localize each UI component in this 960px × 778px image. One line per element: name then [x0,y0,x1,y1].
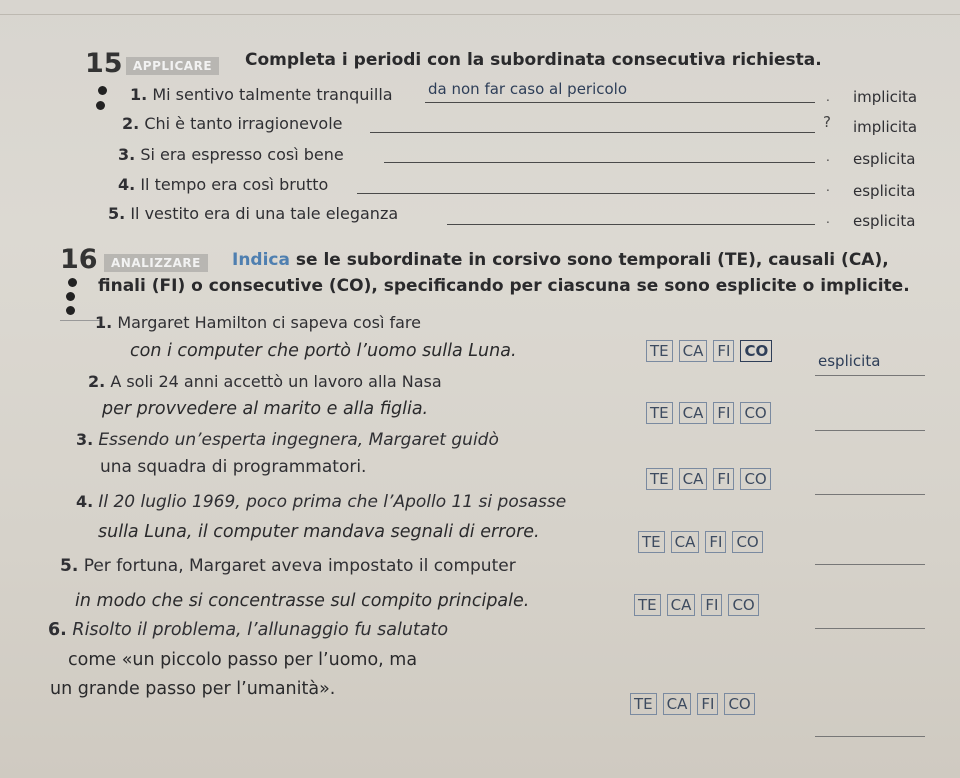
exercise-16-instruction: Indica se le subordinate in corsivo sono temporali (TE), causali (CA), [232,250,889,270]
ex16-answer-line-2[interactable] [815,430,925,431]
ex16-answer-line-3[interactable] [815,494,925,495]
decorative-rule [60,320,100,321]
difficulty-dot [66,292,75,301]
difficulty-dot [96,101,105,110]
exercise-16-number: 16 [60,244,98,275]
ex16-item-3-line1: 3. Essendo un’esperta ingegnera, Margaret guidò [76,430,499,450]
option-co[interactable]: CO [740,402,770,424]
ex15-item-2: 2. Chi è tanto irragionevole [122,114,343,133]
exercise-15-instruction: Completa i periodi con la subordinata consecutiva richiesta. [245,50,822,70]
option-fi[interactable]: FI [705,531,726,553]
ex15-type-2: implicita [853,118,918,136]
ex15-mark-4: . [826,180,830,194]
option-ca[interactable]: CA [667,594,696,616]
difficulty-dot [68,278,77,287]
ex16-options-5 [634,594,765,616]
ex16-options-2 [646,402,777,424]
option-te[interactable]: TE [634,594,661,616]
ex15-answer-line-5[interactable] [447,224,815,225]
ex15-type-3: esplicita [853,150,916,168]
ex16-item-4-line1: 4. Il 20 luglio 1969, poco prima che l’Apollo 11 si posasse [76,492,567,512]
option-te[interactable]: TE [646,340,673,362]
option-te[interactable]: TE [646,402,673,424]
option-fi[interactable]: FI [713,340,734,362]
ex15-item-1: 1. Mi sentivo talmente tranquilla [130,85,393,104]
ex16-item-6-line3: un grande passo per l’umanità». [50,679,336,699]
ex16-item-6-line2: come «un piccolo passo per l’uomo, ma [68,650,418,670]
page-top-rule [0,14,960,15]
ex16-item-5-line2: in modo che si concentrasse sul compito principale. [75,591,530,611]
ex16-answer-line-5[interactable] [815,628,925,629]
ex16-options-4 [638,531,769,553]
option-co-selected[interactable]: CO [740,340,772,362]
ex16-item-3-line2: una squadra di programmatori. [100,457,367,477]
option-ca[interactable]: CA [671,531,700,553]
ex15-type-4: esplicita [853,182,916,200]
ex16-options-1 [646,340,778,362]
ex15-mark-5: . [826,212,830,226]
ex16-item-6-line1: 6. Risolto il problema, l’allunaggio fu salutato [48,620,449,640]
ex15-mark-3: . [826,150,830,164]
option-co[interactable]: CO [728,594,758,616]
exercise-16-badge: ANALIZZARE [104,254,208,272]
option-co[interactable]: CO [724,693,754,715]
ex16-item-2-line2: per provvedere al marito e alla figlia. [102,399,429,419]
ex15-type-1: implicita [853,88,918,106]
ex16-answer-line-1[interactable] [815,375,925,376]
ex15-item-4: 4. Il tempo era così brutto [118,175,329,194]
option-te[interactable]: TE [646,468,673,490]
option-ca[interactable]: CA [679,402,708,424]
ex15-mark-2: ? [823,113,831,131]
ex15-mark-1: . [826,90,830,104]
ex16-item-1-line2: con i computer che portò l’uomo sulla Luna. [130,341,517,361]
option-ca[interactable]: CA [679,340,708,362]
ex15-answer-line-2[interactable] [370,132,815,133]
ex16-options-6 [630,693,761,715]
ex15-item-5: 5. Il vestito era di una tale eleganza [108,204,399,223]
option-fi[interactable]: FI [701,594,722,616]
option-te[interactable]: TE [630,693,657,715]
ex15-type-5: esplicita [853,212,916,230]
exercise-16-instruction-line2: finali (FI) o consecutive (CO), specificando per ciascuna se sono esplicite o implicite. [98,276,910,296]
ex16-item-2-line1: 2. A soli 24 anni accettò un lavoro alla Nasa [88,372,442,391]
ex16-item-5-line1: 5. Per fortuna, Margaret aveva impostato il computer [60,556,516,576]
option-ca[interactable]: CA [663,693,692,715]
ex16-item-4-line2: sulla Luna, il computer mandava segnali di errore. [98,522,540,542]
option-te[interactable]: TE [638,531,665,553]
exercise-15-number: 15 [85,48,123,79]
ex16-options-3 [646,468,777,490]
option-co[interactable]: CO [732,531,762,553]
option-fi[interactable]: FI [713,402,734,424]
ex15-answer-line-1[interactable] [425,102,815,103]
option-fi[interactable]: FI [697,693,718,715]
ex15-answer-line-3[interactable] [384,162,815,163]
ex15-answer-1: da non far caso al pericolo [428,80,628,98]
ex16-answer-line-6[interactable] [815,736,925,737]
difficulty-dot [66,306,75,315]
option-co[interactable]: CO [740,468,770,490]
option-fi[interactable]: FI [713,468,734,490]
ex16-item-1-line1: 1. Margaret Hamilton ci sapeva così fare [95,313,421,332]
ex16-answer-line-4[interactable] [815,564,925,565]
difficulty-dot [98,86,107,95]
ex16-answer-1: esplicita [818,352,881,370]
exercise-15-badge: APPLICARE [126,57,219,75]
ex15-item-3: 3. Si era espresso così bene [118,145,344,164]
option-ca[interactable]: CA [679,468,708,490]
ex15-answer-line-4[interactable] [357,193,815,194]
